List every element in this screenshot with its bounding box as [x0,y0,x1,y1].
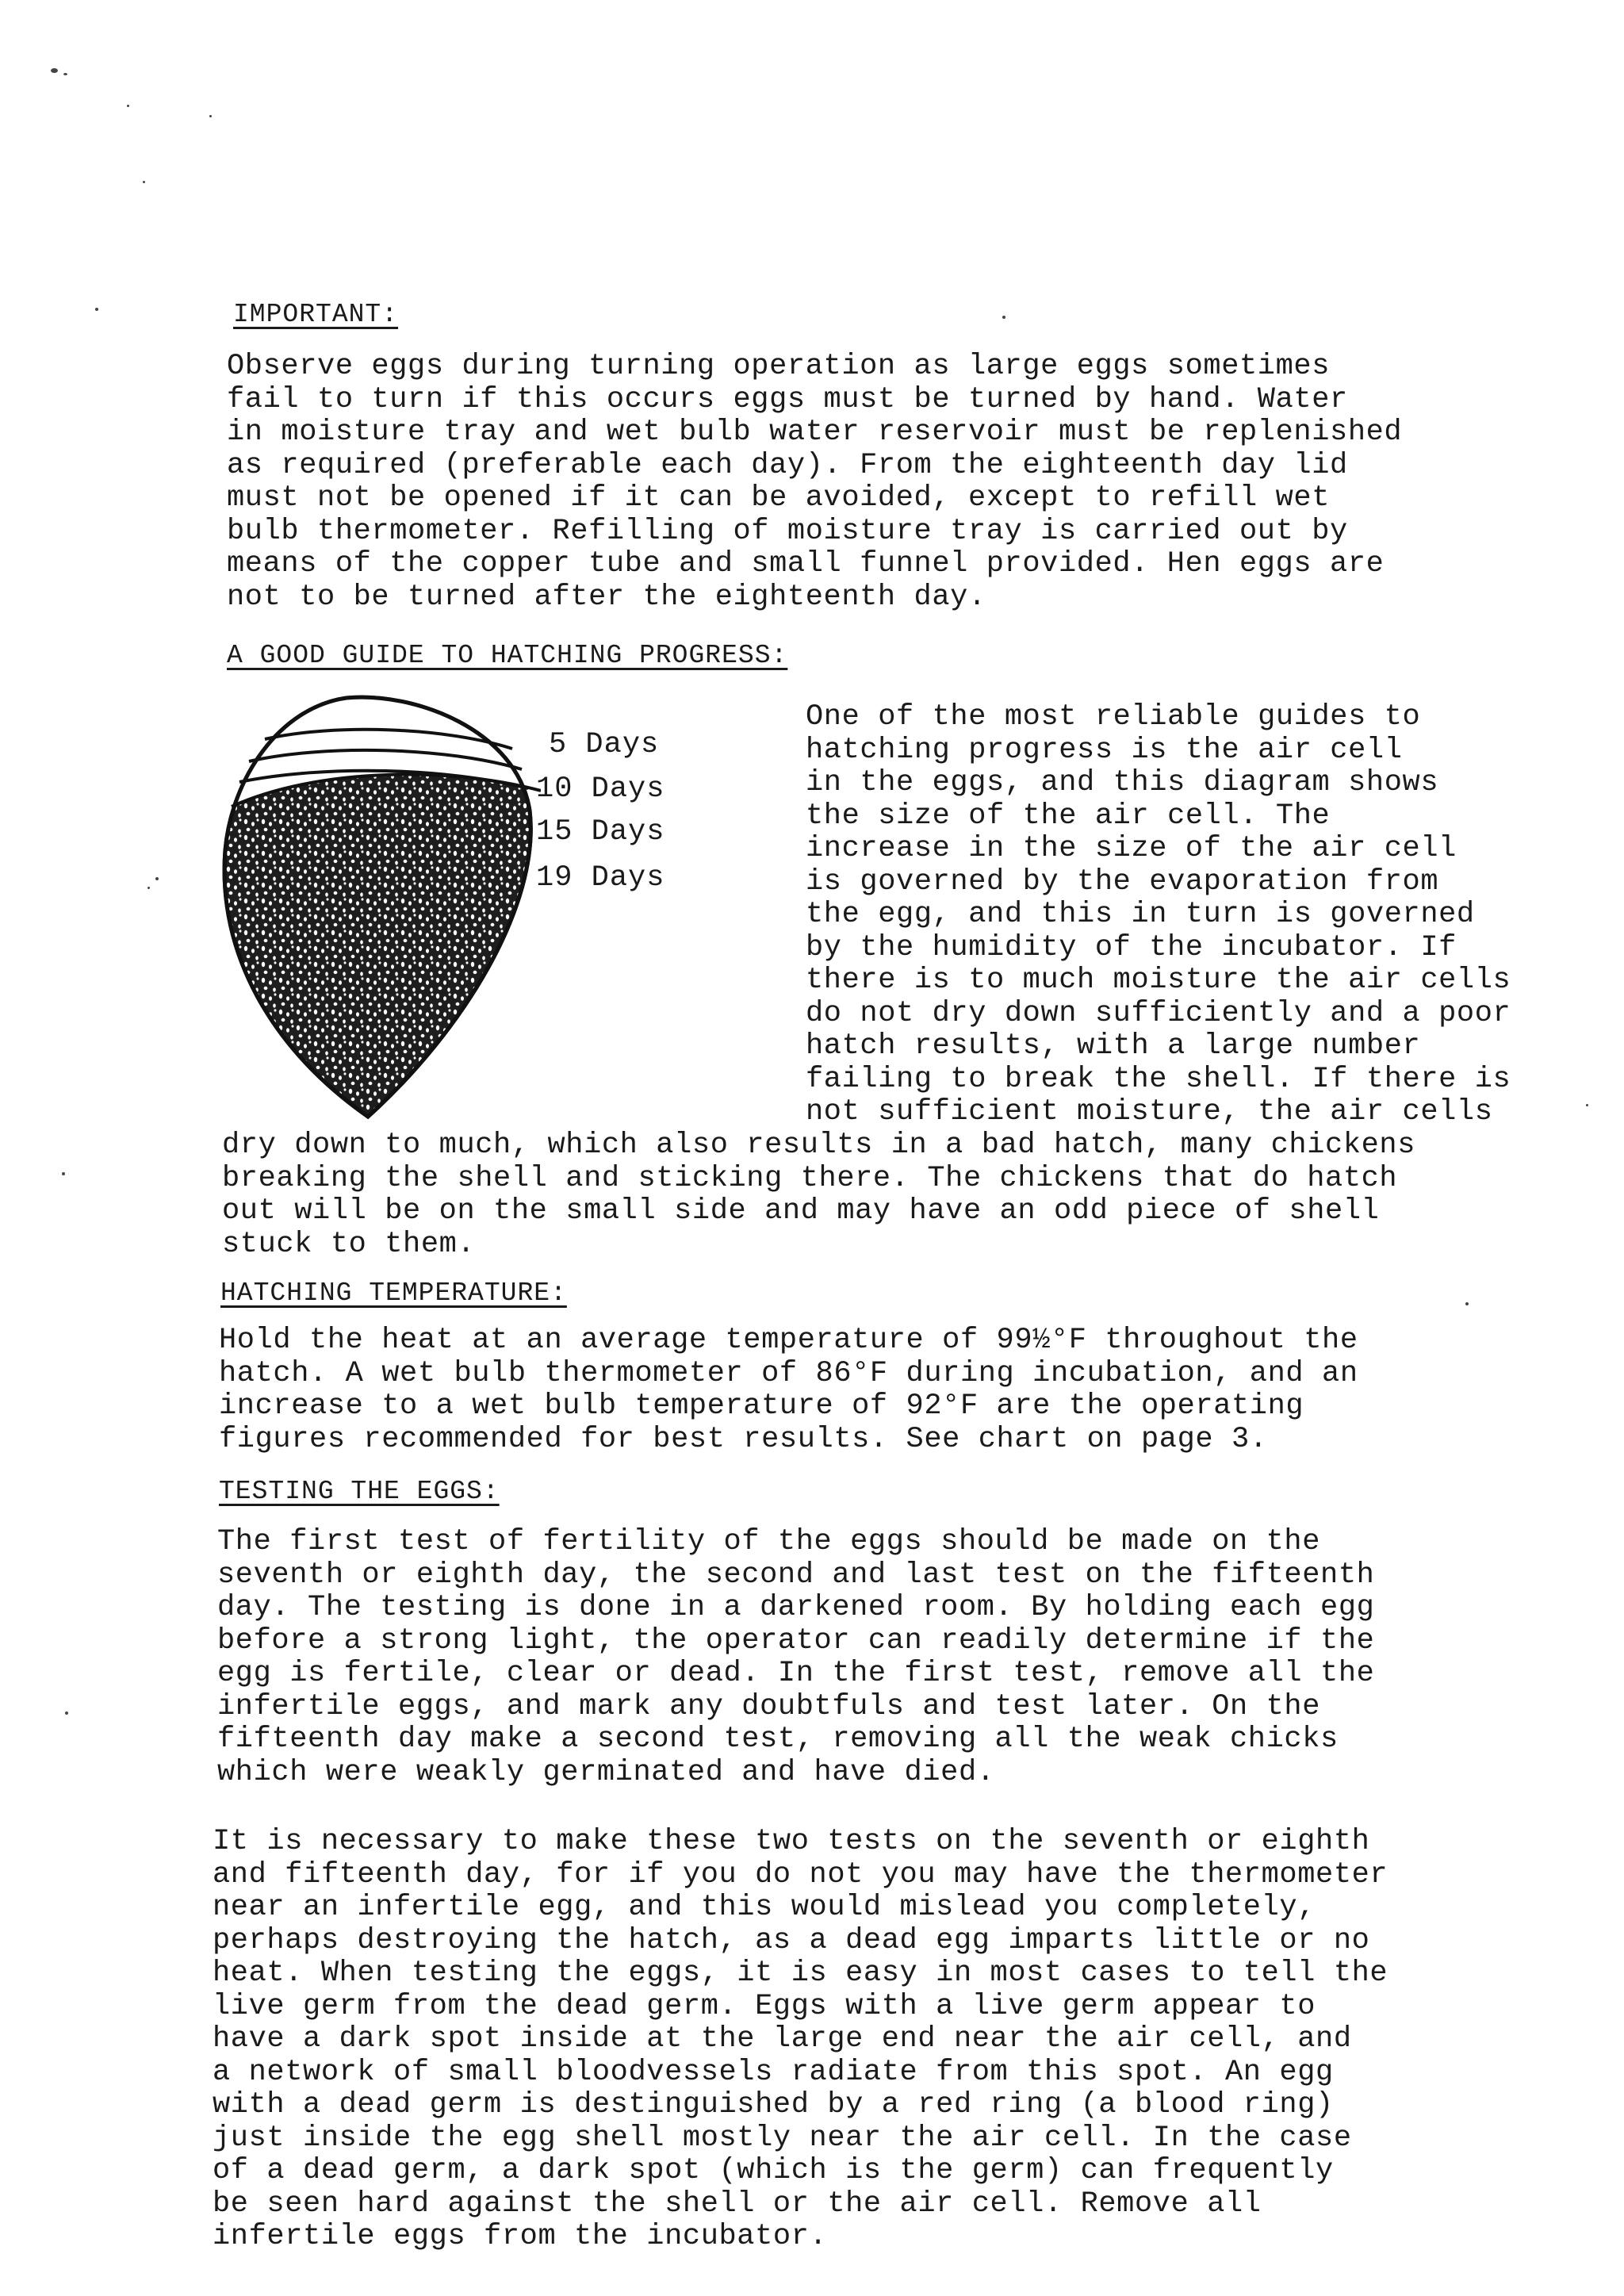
text-line: out will be on the small side and may have an odd piece of shell [222,1194,1380,1228]
testing-paragraph-1 [217,1526,1374,1789]
scan-speck [1465,1302,1469,1305]
text-line: the size of the air cell. The [806,799,1331,833]
text-line: infertile eggs, and mark any doubtfuls and test later. On the [217,1689,1321,1723]
text-line: One of the most reliable guides to [806,700,1421,734]
scan-speck [209,115,212,117]
text-line: in moisture tray and wet bulb water reservoir must be replenished [227,416,1403,449]
text-line: Observe eggs during turning operation as large eggs sometimes [227,350,1331,383]
text-line: there is to much moisture the air cells [806,964,1511,997]
text-line: breaking the shell and sticking there. The chickens that do hatch [222,1161,1398,1195]
text-line: not to be turned after the eighteenth day. [227,580,986,614]
text-line: day. The testing is done in a darkened room. By holding each egg [217,1591,1375,1624]
scan-speck [127,105,129,107]
section-heading-temperature: HATCHING TEMPERATURE: [220,1278,567,1308]
text-line: fail to turn if this occurs eggs must be turned by hand. Water [227,382,1348,416]
text-line: The first test of fertility of the eggs should be made on the [217,1525,1321,1558]
section-heading-guide: A GOOD GUIDE TO HATCHING PROGRESS: [227,641,788,670]
text-line: figures recommended for best results. See chart on page 3. [219,1422,1268,1456]
text-line: fifteenth day make a second test, removing all the weak chicks [217,1723,1339,1756]
scan-speck [62,1172,65,1175]
text-line: near an infertile egg, and this would mislead you completely, [213,1891,1316,1924]
day-label-10: 10 Days [536,772,665,806]
text-line: a network of small bloodvessels radiate from this spot. An egg [213,2055,1334,2089]
text-line: with a dead germ is destinguished by a red ring (a blood ring) [213,2088,1334,2122]
scan-speck [65,1711,68,1715]
text-line: do not dry down sufficiently and a poor [806,996,1511,1030]
testing-paragraph-2 [213,1826,1388,2254]
text-line: by the humidity of the incubator. If [806,930,1457,964]
section-heading-testing: TESTING THE EGGS: [219,1477,500,1506]
text-line: as required (preferable each day). From the eighteenth day lid [227,448,1348,482]
text-line: live germ from the dead germ. Eggs with a live germ appear to [213,1989,1316,2023]
scan-speck [143,181,145,183]
text-line: is governed by the evaporation from [806,864,1439,899]
day-label-15: 15 Days [536,815,665,849]
text-line: which were weakly germinated and have died. [217,1755,995,1789]
text-line: It is necessary to make these two tests on the seventh or eighth [213,1825,1370,1858]
text-line: stuck to them. [222,1227,476,1261]
text-line: in the eggs, and this diagram shows [806,766,1439,799]
scan-speck [147,887,150,889]
text-line: egg is fertile, clear or dead. In the first test, remove all the [217,1657,1375,1690]
text-line: failing to break the shell. If there is [806,1062,1511,1096]
text-line: have a dark spot inside at the large end near the air cell, and [213,2022,1352,2056]
guide-side-paragraph [806,701,1511,1129]
text-line: hatching progress is the air cell [806,733,1403,767]
text-line: perhaps destroying the hatch, as a dead egg imparts little or no [213,1923,1370,1957]
text-line: Hold the heat at an average temperature of 99½°F throughout the [219,1324,1358,1357]
text-line: hatch results, with a large number [806,1029,1421,1063]
text-line: seventh or eighth day, the second and last test on the fifteenth [217,1558,1375,1592]
text-line: increase in the size of the air cell [806,832,1457,865]
text-line: and fifteenth day, for if you do not you may have the thermometer [213,1857,1388,1892]
text-line: just inside the egg shell mostly near the air cell. In the case [213,2121,1352,2155]
text-line: before a strong light, the operator can readily determine if the [217,1623,1375,1658]
scan-speck [155,877,159,880]
guide-full-paragraph [222,1129,1415,1261]
scan-speck [1586,1104,1588,1106]
text-line: infertile eggs from the incubator. [213,2220,828,2253]
text-line: hatch. A wet bulb thermometer of 86°F during incubation, and an [219,1356,1358,1390]
text-line: be seen hard against the shell or the air cell. Remove all [213,2187,1262,2221]
text-line: heat. When testing the eggs, it is easy in most cases to tell the [213,1957,1388,1990]
text-line: dry down to much, which also results in a bad hatch, many chickens [222,1129,1416,1162]
temperature-paragraph [219,1324,1358,1456]
section-heading-important: IMPORTANT: [233,300,399,329]
text-line: not sufficient moisture, the air cells [806,1095,1493,1129]
text-line: of a dead germ, a dark spot (which is the germ) can frequently [213,2154,1334,2187]
scan-speck [63,73,67,75]
scan-speck [95,308,98,311]
text-line: means of the copper tube and small funnel provided. Hen eggs are [227,547,1385,581]
text-line: increase to a wet bulb temperature of 92°F are the operating [219,1389,1304,1423]
day-label-19: 19 Days [536,861,665,895]
day-label-5: 5 Days [549,728,660,761]
egg-air-cell-diagram [208,692,541,1136]
text-line: the egg, and this in turn is governed [806,898,1475,931]
text-line: must not be opened if it can be avoided, except to refill wet [227,481,1331,515]
scan-speck [1002,316,1005,319]
important-paragraph [227,351,1402,614]
scan-speck [51,68,58,73]
text-line: bulb thermometer. Refilling of moisture tray is carried out by [227,514,1348,548]
